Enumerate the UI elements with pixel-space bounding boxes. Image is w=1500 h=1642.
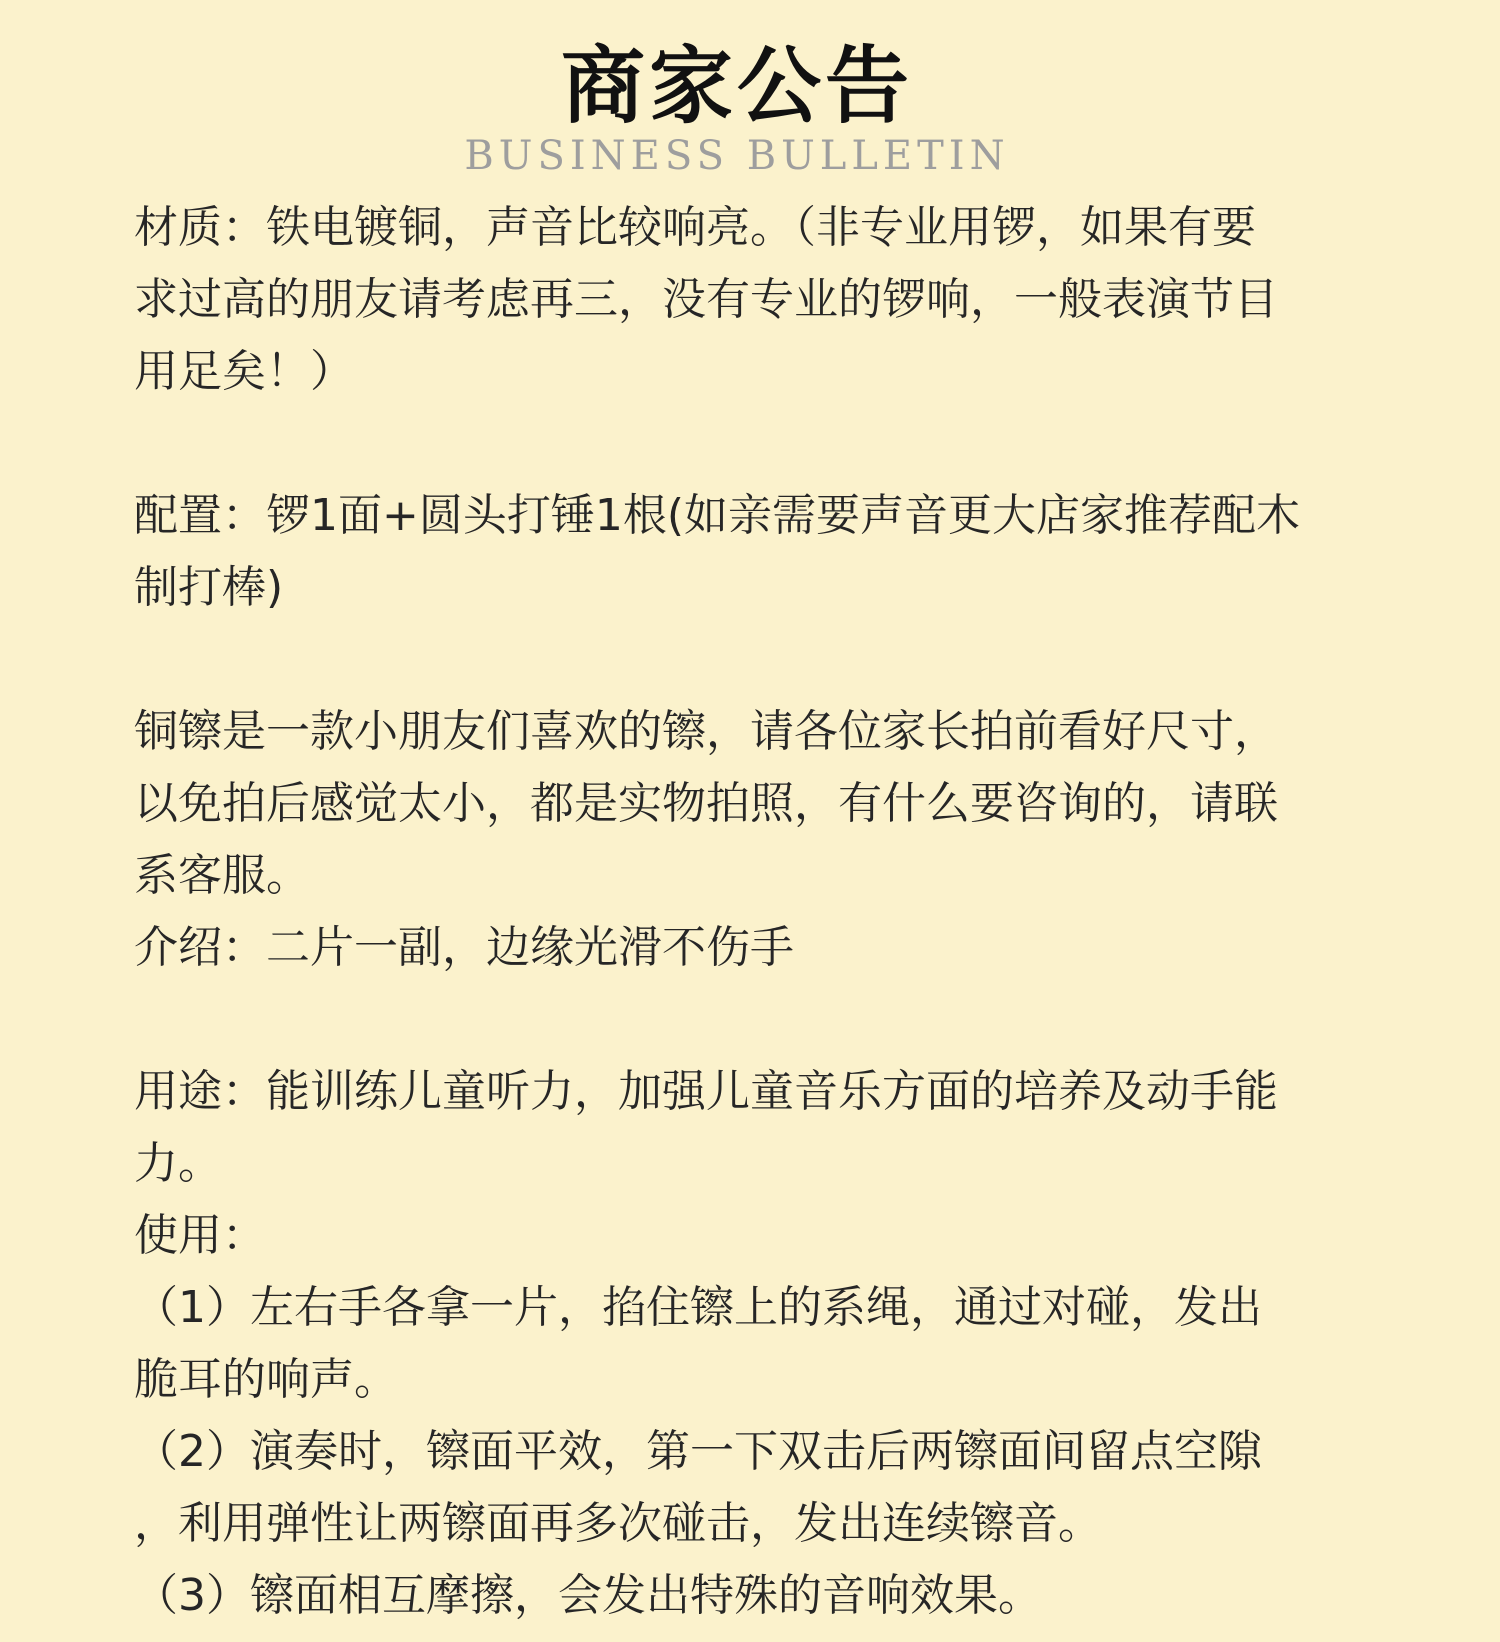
material-line: 求过高的朋友请考虑再三，没有专业的锣响，一般表演节目 <box>134 274 1278 325</box>
config-line: 配置：锣1面+圆头打锤1根(如亲需要声音更大店家推荐配木 <box>134 490 1301 541</box>
paragraph-gap <box>134 624 1394 696</box>
usage-paragraph <box>134 1056 1394 1632</box>
intro-line: 介绍：二片一副，边缘光滑不伤手 <box>134 922 794 973</box>
material-paragraph <box>134 192 1394 408</box>
page-subtitle: BUSINESS BULLETIN <box>464 133 1010 179</box>
material-line: 材质：铁电镀铜，声音比较响亮。（非专业用锣，如果有要 <box>134 202 1256 253</box>
usage-step-line: （3）镲面相互摩擦，会发出特殊的音响效果。 <box>134 1570 1042 1621</box>
usage-step-line: （1）左右手各拿一片，掐住镲上的系绳，通过对碰，发出 <box>134 1282 1262 1333</box>
notice-line: 系客服。 <box>134 850 310 901</box>
config-paragraph <box>134 480 1394 624</box>
bulletin-body <box>134 192 1394 1632</box>
config-line: 制打棒) <box>134 562 284 613</box>
usage-step-line: ，利用弹性让两镲面再多次碰击，发出连续镲音。 <box>134 1498 1102 1549</box>
intro-paragraph <box>134 912 1394 984</box>
notice-paragraph <box>134 696 1394 912</box>
page-title: 商家公告 <box>560 37 913 135</box>
usage-step-line: （2）演奏时，镲面平效，第一下双击后两镲面间留点空隙 <box>134 1426 1262 1477</box>
notice-line: 以免拍后感觉太小，都是实物拍照，有什么要咨询的，请联 <box>134 778 1278 829</box>
paragraph-gap <box>134 984 1394 1056</box>
usage-heading: 使用： <box>134 1210 266 1261</box>
notice-line: 铜镲是一款小朋友们喜欢的镲，请各位家长拍前看好尺寸， <box>134 706 1278 757</box>
usage-line: 用途：能训练儿童听力，加强儿童音乐方面的培养及动手能 <box>134 1066 1278 1117</box>
paragraph-gap <box>134 408 1394 480</box>
usage-line: 力。 <box>134 1138 222 1189</box>
material-line: 用足矣！） <box>134 346 354 397</box>
usage-step-line: 脆耳的响声。 <box>134 1354 398 1405</box>
